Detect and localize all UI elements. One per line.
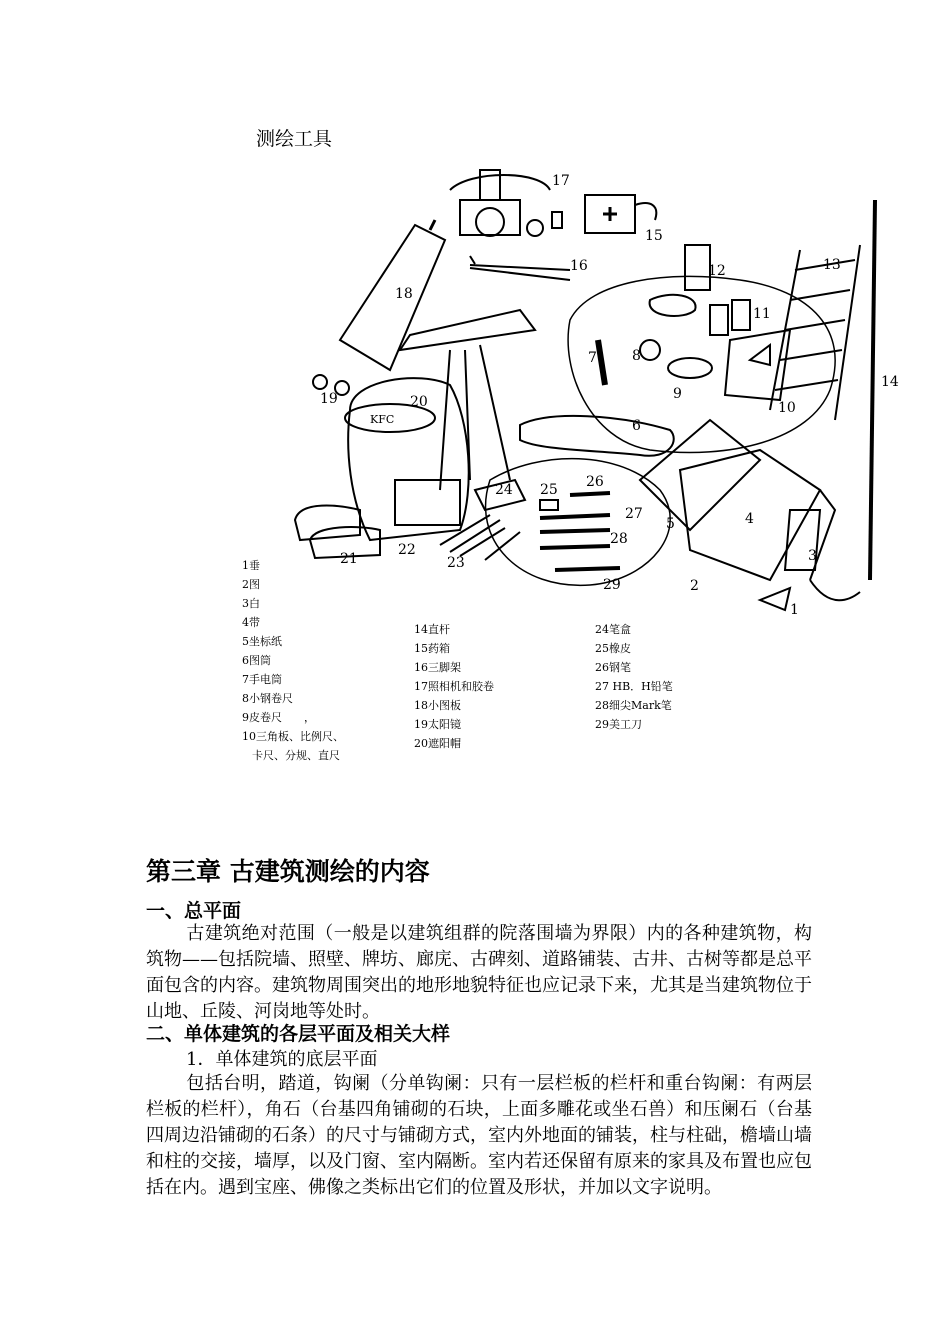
callout-8: 8 xyxy=(632,348,641,364)
callout-5: 5 xyxy=(666,516,675,532)
callout-28: 28 xyxy=(610,531,628,547)
legend-column-1 xyxy=(242,556,344,765)
pencils-icon xyxy=(440,515,520,560)
legend-item: 20遮阳帽 xyxy=(414,737,461,750)
callout-21: 21 xyxy=(340,551,358,567)
tripod-icon xyxy=(470,256,570,280)
legend-item: 9皮卷尺 ， xyxy=(242,711,315,724)
legend-item: 4带 xyxy=(242,616,260,629)
eraser-icon xyxy=(540,500,558,510)
grid-paper-icon xyxy=(640,420,760,530)
callout-14: 14 xyxy=(881,374,899,390)
callout-24: 24 xyxy=(495,482,513,498)
easel-board-icon xyxy=(400,310,535,350)
shoes-icon xyxy=(295,506,360,540)
callout-23: 23 xyxy=(447,555,465,571)
sunglasses-icon xyxy=(313,375,327,389)
legend-item: 24笔盒 xyxy=(595,623,631,636)
callout-19: 19 xyxy=(320,391,338,407)
legend-item: 29美工刀 xyxy=(595,718,642,731)
callout-11: 11 xyxy=(753,306,771,322)
camera-icon xyxy=(460,200,520,235)
legend-item: 1垂 xyxy=(242,559,260,572)
legend-item: 17照相机和胶卷 xyxy=(414,680,494,693)
section-1-heading: 一、总平面 xyxy=(146,900,242,922)
callout-25: 25 xyxy=(540,482,558,498)
legend-item: 25橡皮 xyxy=(595,642,631,655)
surveying-tools-illustration xyxy=(290,160,910,620)
callout-12: 12 xyxy=(708,263,726,279)
callout-17: 17 xyxy=(552,173,570,189)
utility-knife-icon xyxy=(555,568,620,570)
legend-item: 6图筒 xyxy=(242,654,271,667)
plumb-bob-icon xyxy=(760,588,790,610)
legend-item: 10三角板、比例尺、 xyxy=(242,730,344,743)
callout-27: 27 xyxy=(625,506,643,522)
legend-item: 8小钢卷尺 xyxy=(242,692,293,705)
legend-item: 26钢笔 xyxy=(595,661,631,674)
callout-29: 29 xyxy=(603,577,621,593)
binoculars-icon xyxy=(710,305,728,335)
section-2-text: 包括台明，踏道，钩阑（分单钩阑：只有一层栏板的栏杆和重台钩阑：有两层栏板的栏杆），角石（台基四角铺砌的石块，上面多雕花或坐石兽）和压阑石（台基四周边沿铺砌的石条）的尺寸与铺砌方式，室内外地面的铺装，柱与柱础，檐墙山墙和柱的交接，墙厚，以及门窗、室内隔断。室内若还保留有原来的家具及布置也应包括在内。遇到宝座、佛像之类标出它们的位置及形状，并加以文字说明。 xyxy=(146,1073,812,1198)
callout-22: 22 xyxy=(398,542,416,558)
legend-column-3 xyxy=(595,620,673,734)
legend-item: 卡尺、分规、直尺 xyxy=(252,749,340,762)
callout-13: 13 xyxy=(823,257,841,273)
bottle-icon xyxy=(685,245,710,290)
legend-item: 18小图板 xyxy=(414,699,461,712)
callout-9: 9 xyxy=(673,386,682,402)
section-2-body xyxy=(146,1071,812,1201)
chapter-title: 第三章 古建筑测绘的内容 xyxy=(146,857,430,886)
tape-measure-icon xyxy=(640,340,660,360)
legend-item: 3白 xyxy=(242,597,260,610)
pens-icon xyxy=(540,493,610,548)
callout-18: 18 xyxy=(395,286,413,302)
section-1-body xyxy=(146,921,812,1025)
kfc-logo: KFC xyxy=(370,413,395,426)
callout-3: 3 xyxy=(808,548,817,564)
callout-7: 7 xyxy=(588,350,597,366)
legend-item: 7手电筒 xyxy=(242,673,282,686)
callout-2: 2 xyxy=(690,578,699,594)
callout-6: 6 xyxy=(632,418,641,434)
flashlight-icon xyxy=(598,340,605,385)
drawing-board-icon xyxy=(340,225,445,370)
callout-16: 16 xyxy=(570,258,588,274)
callout-4: 4 xyxy=(745,511,754,527)
legend-item: 16三脚架 xyxy=(414,661,461,674)
ranging-pole-icon xyxy=(870,200,875,580)
figure-title: 测绘工具 xyxy=(256,128,333,150)
legend-item: 15药箱 xyxy=(414,642,450,655)
ladder-icon xyxy=(770,245,860,420)
legend-item: 27 HB．H铅笔 xyxy=(595,680,673,693)
legend-item: 2图 xyxy=(242,578,260,591)
legend-item: 19太阳镜 xyxy=(414,718,461,731)
legend-column-2 xyxy=(414,620,494,753)
legend-item: 28细尖Mark笔 xyxy=(595,699,672,712)
callout-26: 26 xyxy=(586,474,604,490)
legend-item: 5坐标纸 xyxy=(242,635,282,648)
backpack-icon xyxy=(348,378,469,540)
section-2-heading: 二、单体建筑的各层平面及相关大样 xyxy=(146,1023,451,1045)
legend-item: 14直杆 xyxy=(414,623,450,636)
section-1-text: 古建筑绝对范围（一般是以建筑组群的院落围墙为界限）内的各种建筑物，构筑物——包括院墙、照壁、牌坊、廊庑、古碑刻、道路铺装、古井、古树等都是总平面包含的内容。建筑物周围突出的地形地貌特征也应记录下来，尤其是当建筑物位于山地、丘陵、河岗地等处时。 xyxy=(146,923,812,1022)
callout-1: 1 xyxy=(790,602,799,618)
callout-15: 15 xyxy=(645,228,663,244)
subsection-1-heading: 1．单体建筑的底层平面 xyxy=(186,1049,378,1070)
callout-20: 20 xyxy=(410,394,428,410)
callout-10: 10 xyxy=(778,400,796,416)
